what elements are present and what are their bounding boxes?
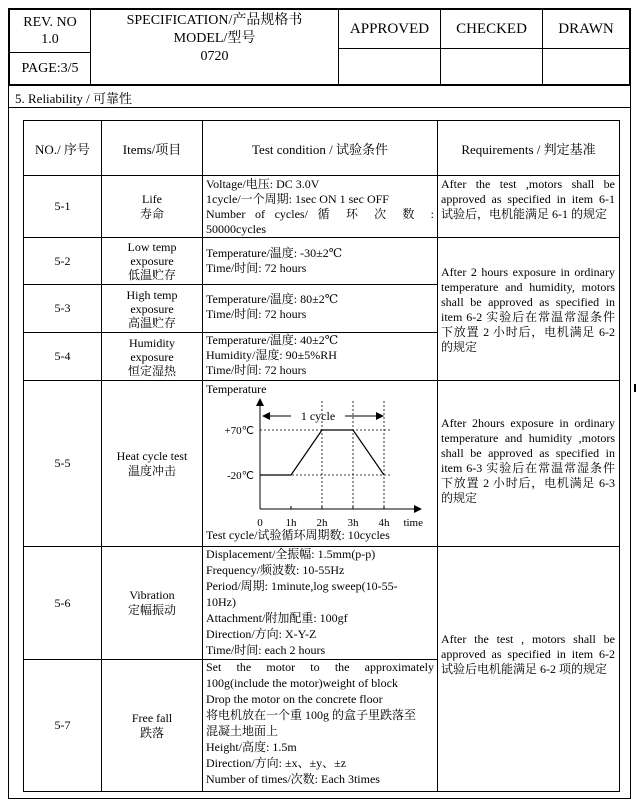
cond-line: Number of cycles/ 循 环 次 数 : <box>206 207 434 221</box>
row-no-5-1: 5-1 <box>54 199 71 213</box>
item-en: Heat cycle test <box>116 448 188 463</box>
row-no-5-7: 5-7 <box>54 718 71 732</box>
cond-line: 10Hz) <box>206 595 236 609</box>
item-en: Life <box>142 191 162 206</box>
cond-line: Voltage/电压: DC 3.0V <box>206 177 320 191</box>
cond-line: Humidity/湿度: 90±5%RH <box>206 348 337 362</box>
spec-title: SPECIFICATION/产品规格书 <box>126 13 303 28</box>
cond-line: Attachment/附加配重: 100gf <box>206 611 348 625</box>
cond-line: Time/时间: 72 hours <box>206 261 307 275</box>
scroll-marker <box>634 384 636 392</box>
y-tick-low: -20℃ <box>226 470 254 482</box>
cond-line: Height/高度: 1.5m <box>206 740 297 754</box>
temperature-profile <box>260 430 384 475</box>
rev-label: REV. NO <box>23 15 77 30</box>
cond-line: Drop the motor on the concrete floor <box>206 692 383 706</box>
row-item-5-7 <box>102 660 202 791</box>
item-en2: exposure <box>130 254 174 268</box>
cond-line: 50000cycles <box>206 222 266 236</box>
item-cn: 温度冲击 <box>127 463 176 478</box>
cond-line: Temperature/温度: 40±2℃ <box>206 333 339 347</box>
item-cn: 寿命 <box>139 206 164 221</box>
x-tick-label: 4h <box>378 517 390 529</box>
item-en: Free fall <box>131 710 173 725</box>
row-item-5-5 <box>102 381 202 546</box>
row-no-5-3: 5-3 <box>54 301 71 315</box>
requirement-4: After the test , motors shall be approved as specified in item 6-2 试验后电机能满足 6-2 项的规定 <box>441 632 615 676</box>
item-cn: 定幅振动 <box>127 603 176 617</box>
header-condition: Test condition / 试验条件 <box>252 141 388 157</box>
cond-line: Temperature/温度: 80±2℃ <box>206 292 339 306</box>
item-cn: 跌落 <box>139 725 164 740</box>
cond-line: Frequency/频波数: 10-55Hz <box>206 563 345 577</box>
item-en2: exposure <box>130 349 174 364</box>
document-header <box>8 8 631 86</box>
row-no-5-5: 5-5 <box>54 456 71 470</box>
row-no-5-2: 5-2 <box>54 253 71 268</box>
row-cond-5-5: Test cycle/试验循环周期数: 10cycles <box>206 528 390 542</box>
row-cond-5-4 <box>206 333 434 378</box>
x-tick-label: 1h <box>285 517 297 529</box>
cond-line: Period/周期: 1minute,log sweep(10-55- <box>206 579 398 593</box>
model-label: MODEL/型号 <box>173 31 256 46</box>
model-value: 0720 <box>200 49 229 64</box>
requirement-3: After 2hours exposure in ordinary temperature and humidity ,motors shall be approved as specified in item 6-3 实验后在常温常湿条件下放置 2 小时后，电机满足 6-3 的规定 <box>441 416 615 505</box>
header-no: NO./ 序号 <box>35 141 90 157</box>
header-items: Items/项目 <box>122 141 182 157</box>
x-tick-label: 2h <box>316 517 328 529</box>
item-en: High temp <box>126 287 178 302</box>
checked-signature-box[interactable] <box>441 49 542 84</box>
item-cn: 恒定湿热 <box>127 363 176 378</box>
reliability-table <box>23 120 620 792</box>
cond-line: Time/时间: 72 hours <box>206 307 307 321</box>
approved-label: APPROVED <box>349 20 430 37</box>
header-requirements: Requirements / 判定基准 <box>461 141 596 157</box>
cond-line: Time/时间: 72 hours <box>206 363 307 377</box>
row-item-5-6 <box>102 547 202 659</box>
spec-title-cell <box>91 12 338 82</box>
row-item-5-3 <box>102 285 202 332</box>
requirement-1: After the test ,motors shall be approved as specified in item 6-1 试验后，电机能满足 6-1 的规定 <box>441 177 615 221</box>
row-item-5-4 <box>102 333 202 380</box>
item-en: Vibration <box>129 588 175 602</box>
cycle-label: 1 cycle <box>300 409 336 423</box>
item-en: Low temp <box>127 240 177 254</box>
x-axis-label: time <box>403 517 423 529</box>
checked-label: CHECKED <box>456 20 527 37</box>
row-cond-5-2 <box>206 246 434 276</box>
cond-line: Set the motor to the approximately <box>206 660 434 674</box>
cond-line: Time/时间: each 2 hours <box>206 643 326 657</box>
cond-line: 100g(include the motor)weight of block <box>206 676 398 690</box>
cond-line: Temperature/温度: -30±2℃ <box>206 246 343 260</box>
row-cond-5-3 <box>206 292 434 322</box>
chart-title: Temperature <box>206 382 267 396</box>
row-item-5-1 <box>102 176 202 237</box>
rev-cell <box>10 10 90 52</box>
cond-line: Direction/方向: X-Y-Z <box>206 627 317 641</box>
drawn-signature-box[interactable] <box>543 49 629 84</box>
heat-cycle-chart <box>203 381 437 529</box>
cond-line: Direction/方向: ±x、±y、±z <box>206 756 347 770</box>
row-no-5-6: 5-6 <box>54 595 71 610</box>
x-tick-label: 0 <box>257 517 263 529</box>
item-cn: 高温贮存 <box>127 315 176 330</box>
row-no-5-4: 5-4 <box>54 349 71 363</box>
drawn-label: DRAWN <box>558 20 614 37</box>
cond-line: Displacement/全振幅: 1.5mm(p-p) <box>206 547 376 561</box>
item-en2: exposure <box>130 301 174 316</box>
row-cond-5-7 <box>206 659 434 787</box>
item-en: Humidity <box>128 335 175 350</box>
row-cond-5-6 <box>206 546 434 658</box>
y-tick-high: +70℃ <box>224 425 254 437</box>
row-cond-5-1 <box>206 177 434 237</box>
cond-line: 将电机放在一个重 100g 的盒子里跌落至 <box>206 708 417 722</box>
rev-value: 1.0 <box>41 32 59 47</box>
cond-line: 混凝土地面上 <box>206 724 279 738</box>
approved-signature-box[interactable] <box>339 49 440 84</box>
section-title: 5. Reliability / 可靠性 <box>15 91 132 106</box>
requirement-2: After 2 hours exposure in ordinary temperature and humidity, motors shall be approved as specified in item 6-2 实验后在常温常湿条件下放置 2 小时后，电机满足 6-2 的规定 <box>441 265 615 354</box>
row-item-5-2 <box>102 238 202 284</box>
cond-line: 1cycle/一个周期: 1sec ON 1 sec OFF <box>206 192 389 206</box>
item-cn: 低温贮存 <box>127 268 176 282</box>
cond-line: Number of times/次数: Each 3times <box>206 772 380 786</box>
x-tick-label: 3h <box>347 517 359 529</box>
page-number: PAGE:3/5 <box>21 60 79 76</box>
